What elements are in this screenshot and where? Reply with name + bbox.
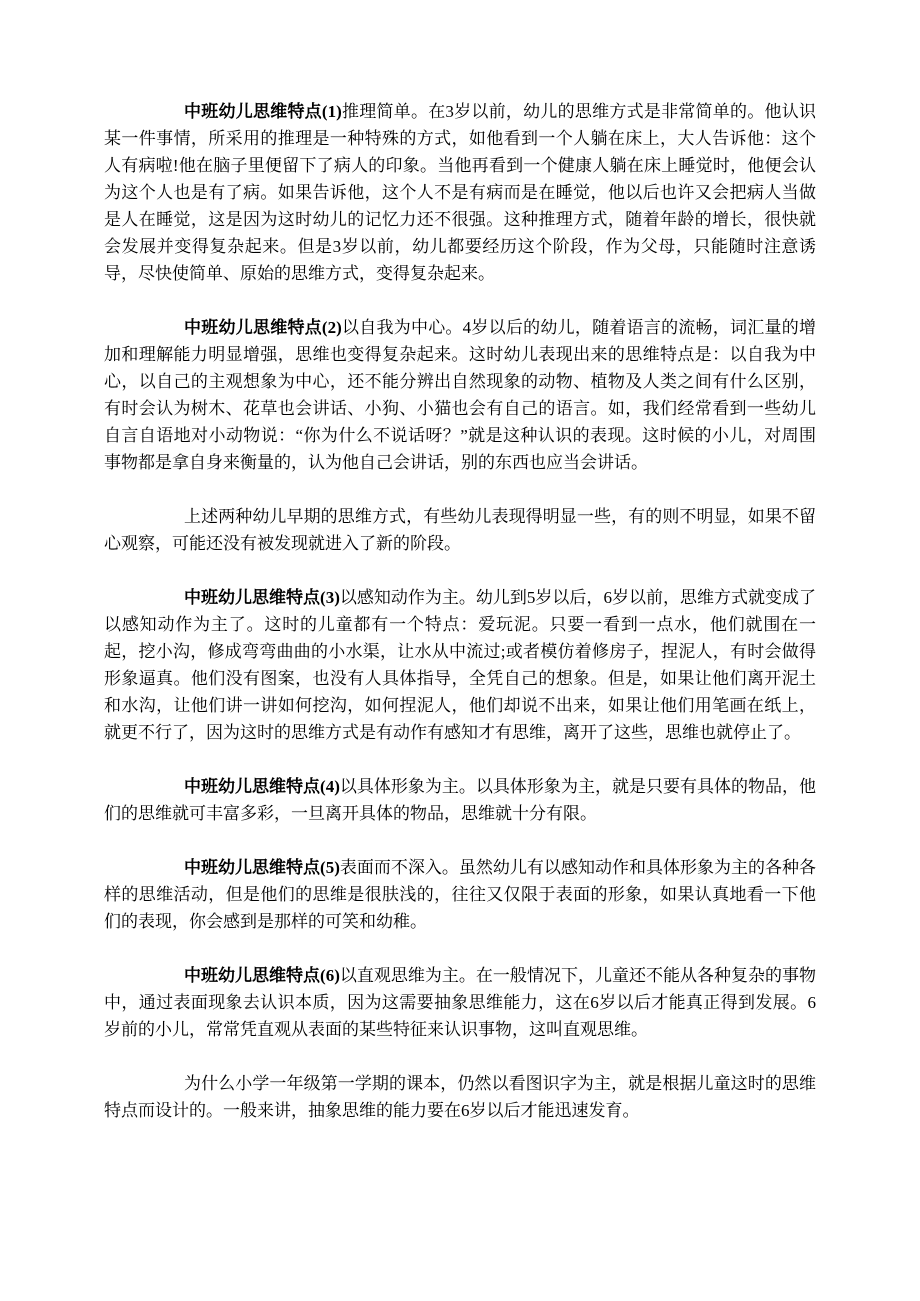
paragraph [104,314,816,476]
paragraph [104,584,816,746]
paragraph-heading: 中班幼儿思维特点(3) [184,588,340,607]
paragraph [104,962,816,1043]
paragraph-heading: 中班幼儿思维特点(5) [184,858,340,877]
paragraph-heading: 中班幼儿思维特点(4) [184,777,340,796]
paragraph-text: 上述两种幼儿早期的思维方式，有些幼儿表现得明显一些，有的则不明显，如果不留心观察，可能还没有被发现就进入了新的阶段。 [104,507,816,553]
paragraph-text: 以直观思维为主。在一般情况下，儿童还不能从各种复杂的事物中，通过表面现象去认识本质，因为这需要抽象思维能力，这在6岁以后才能真正得到发展。6岁前的小儿，常常凭直观从表面的某些特征来认识事物，这叫直观思维。 [104,966,817,1039]
paragraph-text: 为什么小学一年级第一学期的课本，仍然以看图识字为主，就是根据儿童这时的思维特点而设计的。一般来讲，抽象思维的能力要在6岁以后才能迅速发育。 [104,1074,816,1120]
paragraph-text: 以感知动作为主。幼儿到5岁以后，6岁以前，思维方式就变成了以感知动作为主了。这时的儿童都有一个特点：爱玩泥。只要一看到一点水，他们就围在一起，挖小沟，修成弯弯曲曲的小水渠，让水从中流过;或者模仿着修房子，捏泥人，有时会做得形象逼真。他们没有图案，也没有人具体指导，全凭自己的想象。但是，如果让他们离开泥土和水沟，让他们讲一讲如何挖沟，如何捏泥人，他们却说不出来，如果让他们用笔画在纸上，就更不行了，因为这时的思维方式是有动作有感知才有思维，离开了这些，思维也就停止了。 [104,588,816,742]
paragraph-text: 以自我为中心。4岁以后的幼儿，随着语言的流畅，词汇量的增加和理解能力明显增强，思维也变得复杂起来。这时幼儿表现出来的思维特点是：以自我为中心，以自己的主观想象为中心，还不能分辨出自然现象的动物、植物及人类之间有什么区别，有时会认为树木、花草也会讲话、小狗、小猫也会有自己的语言。如，我们经常看到一些幼儿自言自语地对小动物说：“你为什么不说话呀？”就是这种认识的表现。这时候的小儿，对周围事物都是拿自身来衡量的，认为他自己会讲话，别的东西也应当会讲话。 [104,318,816,472]
paragraph-heading: 中班幼儿思维特点(6) [184,966,340,985]
paragraph [104,854,816,935]
paragraph-heading: 中班幼儿思维特点(1) [184,102,342,121]
paragraph-text: 以具体形象为主。以具体形象为主，就是只要有具体的物品，他们的思维就可丰富多彩，一旦离开具体的物品，思维就十分有限。 [104,777,817,823]
paragraph [104,98,816,287]
paragraph [104,773,816,827]
paragraph [104,1070,816,1124]
paragraph-text: 推理简单。在3岁以前，幼儿的思维方式是非常简单的。他认识某一件事情，所采用的推理是一种特殊的方式，如他看到一个人躺在床上，大人告诉他：这个人有病啦!他在脑子里便留下了病人的印象。当他再看到一个健康人躺在床上睡觉时，他便会认为这个人也是有了病。如果告诉他，这个人不是有病而是在睡觉，他以后也许又会把病人当做是人在睡觉，这是因为这时幼儿的记忆力还不很强。这种推理方式，随着年龄的增长，很快就会发展并变得复杂起来。但是3岁以前，幼儿都要经历这个阶段，作为父母，只能随时注意诱导，尽快使简单、原始的思维方式，变得复杂起来。 [104,102,816,283]
paragraph-heading: 中班幼儿思维特点(2) [184,318,342,337]
paragraph-text: 表面而不深入。虽然幼儿有以感知动作和具体形象为主的各种各样的思维活动，但是他们的思维是很肤浅的，往往又仅限于表面的形象，如果认真地看一下他们的表现，你会感到是那样的可笑和幼稚。 [104,858,817,931]
paragraph [104,503,816,557]
